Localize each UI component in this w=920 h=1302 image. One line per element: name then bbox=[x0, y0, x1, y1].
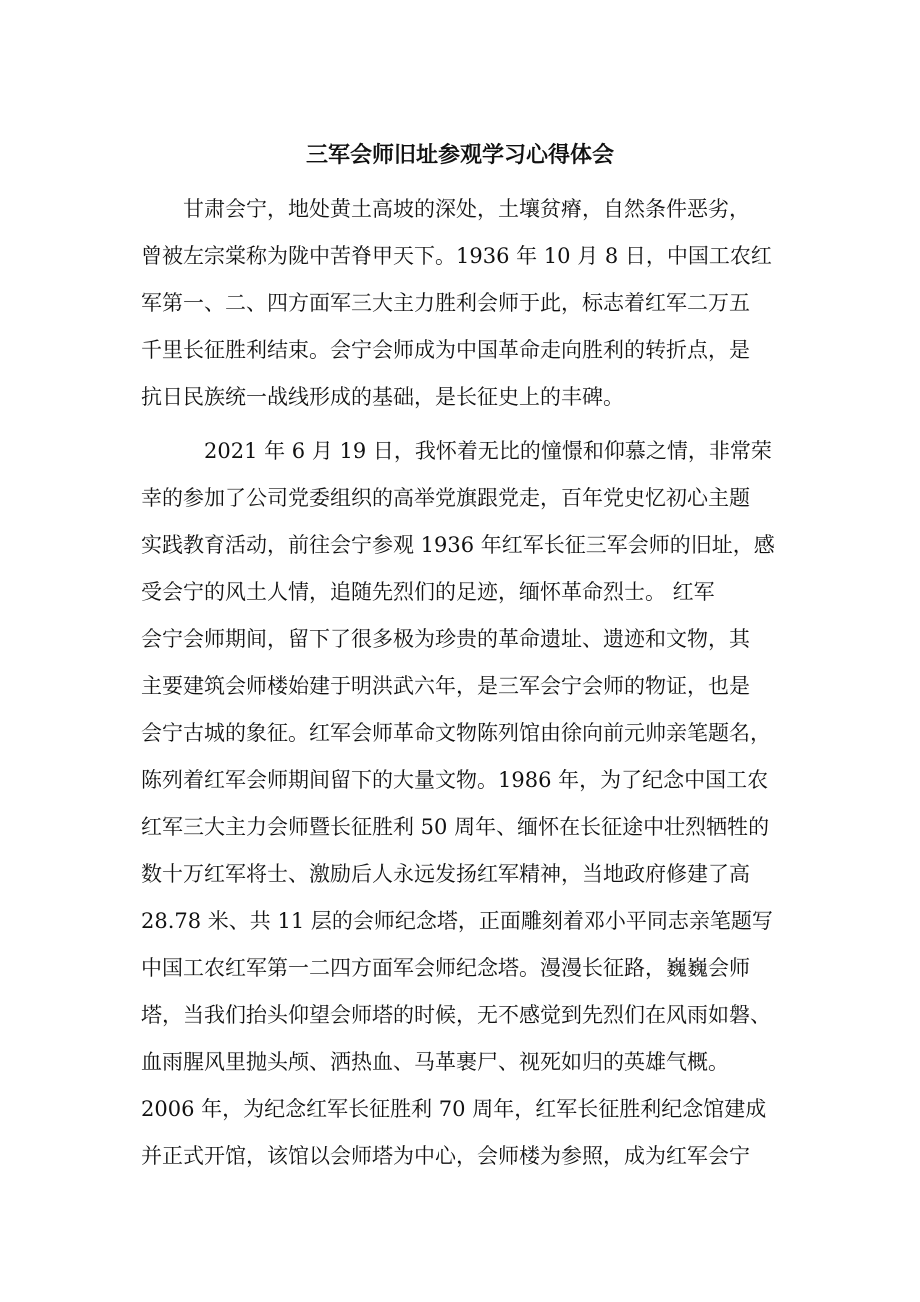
text-line-14: 红军三大主力会师暨长征胜利 50 周年、缅怀在长征途中壮烈牺牲的 bbox=[141, 815, 770, 839]
text-line-15: 数十万红军将士、激励后人永远发扬红军精神，当地政府修建了高 bbox=[141, 862, 750, 886]
text-line-4: 千里长征胜利结束。会宁会师成为中国革命走向胜利的转折点，是 bbox=[141, 338, 750, 362]
text-line-11: 主要建筑会师楼始建于明洪武六年，是三军会宁会师的物证，也是 bbox=[141, 674, 750, 698]
text-line-8: 实践教育活动，前往会宁参观 1936 年红军长征三军会师的旧址，感 bbox=[141, 533, 775, 557]
text-line-16: 28.78 米、共 11 层的会师纪念塔，正面雕刻着邓小平同志亲笔题写 bbox=[141, 909, 773, 933]
text-line-10: 会宁会师期间，留下了很多极为珍贵的革命遗址、遗迹和文物，其 bbox=[141, 627, 750, 651]
text-line-21: 并正式开馆，该馆以会师塔为中心，会师楼为参照，成为红军会宁 bbox=[141, 1144, 750, 1168]
text-line-19: 血雨腥风里抛头颅、洒热血、马革裹尸、视死如归的英雄气概。 bbox=[141, 1050, 729, 1074]
text-line-1: 甘肃会宁，地处黄土高坡的深处，土壤贫瘠，自然条件恶劣， bbox=[183, 197, 750, 221]
text-line-13: 陈列着红军会师期间留下的大量文物。1986 年，为了纪念中国工农 bbox=[141, 768, 769, 792]
text-line-5: 抗日民族统一战线形成的基础，是长征史上的丰碑。 bbox=[141, 385, 624, 409]
text-line-9: 受会宁的风土人情，追随先烈们的足迹，缅怀革命烈士。 红军 bbox=[141, 580, 715, 604]
text-line-17: 中国工农红军第一二四方面军会师纪念塔。漫漫长征路，巍巍会师 bbox=[141, 956, 750, 980]
text-line-2: 曾被左宗棠称为陇中苦脊甲天下。1936 年 10 月 8 日，中国工农红 bbox=[141, 244, 772, 268]
text-line-12: 会宁古城的象征。红军会师革命文物陈列馆由徐向前元帅亲笔题名， bbox=[141, 721, 771, 745]
text-line-6: 2021 年 6 月 19 日，我怀着无比的憧憬和仰慕之情，非常荣 bbox=[204, 439, 772, 463]
text-line-7: 幸的参加了公司党委组织的高举党旗跟党走，百年党史忆初心主题 bbox=[141, 486, 750, 510]
document-title: 三军会师旧址参观学习心得体会 bbox=[305, 142, 614, 168]
text-line-18: 塔，当我们抬头仰望会师塔的时候，无不感觉到先烈们在风雨如磐、 bbox=[141, 1003, 771, 1027]
text-line-3: 军第一、二、四方面军三大主力胜利会师于此，标志着红军二万五 bbox=[141, 291, 750, 315]
text-line-20: 2006 年，为纪念红军长征胜利 70 周年，红军长征胜利纪念馆建成 bbox=[141, 1097, 767, 1121]
